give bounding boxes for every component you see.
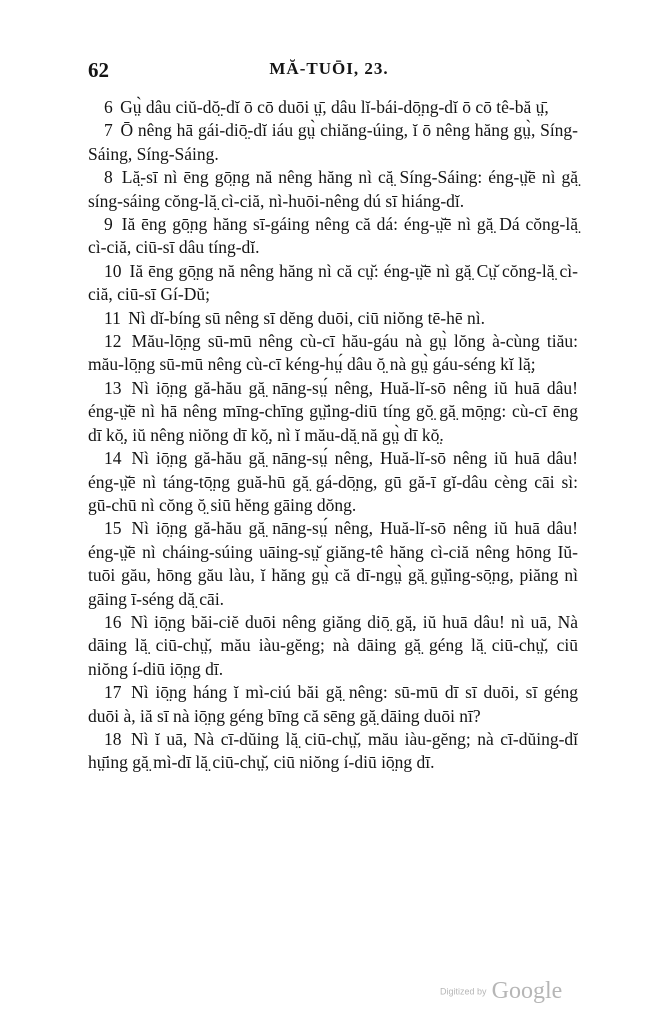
verse-text: Mău-lō̤ng sū-mū nêng cù-cī hău-gáu nà gṳ̀ lŏng à-cùng tiău: mău-lō̤ng sū-mū nêng cù-cī kéng-hṳ́ dâu ŏ̤ nà gṳ̀ gáu-séng kĭ lă̤;: [88, 331, 579, 375]
verse-number: 14: [104, 448, 122, 469]
verse-text: Nì dĭ-bíng sū nêng sī dĕng duōi, ciū niŏng tē-hē nì.: [128, 307, 485, 328]
verse-number: 17: [104, 682, 122, 703]
verse-number: 6: [104, 97, 113, 117]
verse: [88, 447, 578, 517]
verse: [88, 260, 578, 307]
verse: [88, 611, 578, 681]
verse-text: Nì ĭ uā, Nà cī-dŭing lă̤ ciū-chṳ̆, mău iàu-gĕng; nà cī-dŭing-dĭ hṳ̄ing gă̤ mì-dī lă̤ ciū-chṳ̆, ciū niŏng í-diū iō̤ng dī.: [88, 728, 579, 773]
verse: [88, 330, 578, 377]
verse-text: Iă ēng gō̤ng nă nêng hăng nì că cṳ̆: éng-ṳ̆ē nì gă̤ Cṳ̆ cŏng-lă̤ cì-ciă, ciū-sī Gí-Dŭ;: [88, 260, 578, 305]
verse-text: Nì iō̤ng háng ĭ mì-ciú băi gă̤ nêng: sū-mū dī sī duōi, sī géng duōi à, iă sī nà iō̤ng géng bīng că sēng gă̤ dāing duōi nī?: [88, 682, 578, 726]
verse: [88, 307, 578, 330]
verse: [88, 166, 578, 213]
verse-text: Lă̤-sī nì ēng gō̤ng nă nêng hăng nì că̤ Síng-Sáing: éng-ṳ̆ē nì gă̤ síng-sáing cŏng-lă̤ cì-ciă, nì-huōi-nêng dú sī hiáng-dĭ.: [88, 167, 578, 211]
verse-number: 10: [104, 260, 122, 281]
verse-number: 13: [104, 377, 122, 398]
verse-number: 8: [104, 167, 113, 188]
page-header: [88, 58, 570, 84]
verse-number: 9: [104, 214, 113, 235]
verse-text: Nì iō̤ng gă-hău gă̤ nāng-sṳ́ nêng, Huă-lĭ-sō nêng iŭ huā dâu! éng-ṳ̆ē nì hā nêng mīng-chīng gṳ̆ing-diū tíng gŏ̤ gă̤ mō̤ng: cù-cī ēng dī kŏ̤, iŭ nêng niŏng dī kŏ̤, nì ĭ mău-dă̤ nă gṳ̀ dī kŏ̤.: [88, 377, 578, 445]
verse-number: 12: [104, 331, 122, 352]
verse-number: 18: [104, 728, 122, 749]
verse-text: Nì iō̤ng gă-hău gă̤ nāng-sṳ́ nêng, Huă-lĭ-sō nêng iŭ huā dâu! éng-ṳ̆ē nì cháing-súing uāing-sṳ̆ giăng-tê hăng cì-ciă nêng hōng Iŭ-tuōi gău, hōng gău làu, ĭ hăng gṳ̀ că dī-ngṳ̀ gă̤ gṳ̆ing-sō̤ng, piăng nì gāing ī-séng dă̤ cāi.: [88, 518, 578, 609]
verse: [88, 213, 578, 260]
verse-text: Gṳ̀ dâu ciŭ-dŏ̤-dĭ ō cō duōi ṳ̄, dâu lĭ-bái-dō̤ng-dĭ ō cō tê-bă ṳ̄,: [120, 97, 549, 117]
running-head: MĂ-TUŌI, 23.: [269, 59, 389, 78]
verse-list: [88, 96, 578, 775]
verse: [88, 728, 578, 775]
verse-number: 7: [104, 120, 113, 141]
google-logo: Google: [491, 978, 563, 1004]
verse: [88, 96, 578, 119]
verse-number: 16: [104, 611, 122, 632]
verse-number: 15: [104, 518, 122, 539]
verse: [88, 517, 578, 611]
verse-text: Nì iō̤ng băi-ciĕ duōi nêng giăng diō̤ gă̤, iŭ huā dâu! nì uā, Nà dāing lă̤ ciū-chṳ̆, mău iàu-gĕng; nà dāing gă̤ géng lă̤ ciū-chṳ̆, ciū niŏng í-diū iō̤ng dī.: [88, 611, 579, 679]
verse-text: Ō nêng hā gái-diō̤-dĭ iáu gṳ̀ chiăng-úing, ĭ ō nêng hăng gṳ̀, Síng-Sáing, Síng-Sáing.: [88, 120, 579, 164]
verse: [88, 377, 578, 447]
verse: [88, 681, 578, 728]
verse-number: 11: [104, 307, 121, 328]
page-number: 62: [88, 58, 109, 82]
verse: [88, 119, 578, 166]
digitized-label: Digitized by: [440, 986, 487, 997]
digitized-by-google-mark: [440, 978, 562, 1005]
verse-text: Iă ēng gō̤ng hăng sī-gáing nêng că dá: éng-ṳ̆ē nì gă̤ Dá cŏng-lă̤ cì-ciă, ciū-sī dâu tíng-dĭ.: [88, 214, 579, 258]
verse-text: Nì iō̤ng gă-hău gă̤ nāng-sṳ́ nêng, Huă-lĭ-sō nêng iŭ huā dâu! éng-ṳ̆ē nì táng-tō̤ng guă-hū gă̤ gá-dō̤ng, gū gă-ī gĭ-dâu cèng cāi sì: gū-chū nì cŏng ŏ̤ siū hĕng gāing dŏng.: [88, 448, 578, 515]
